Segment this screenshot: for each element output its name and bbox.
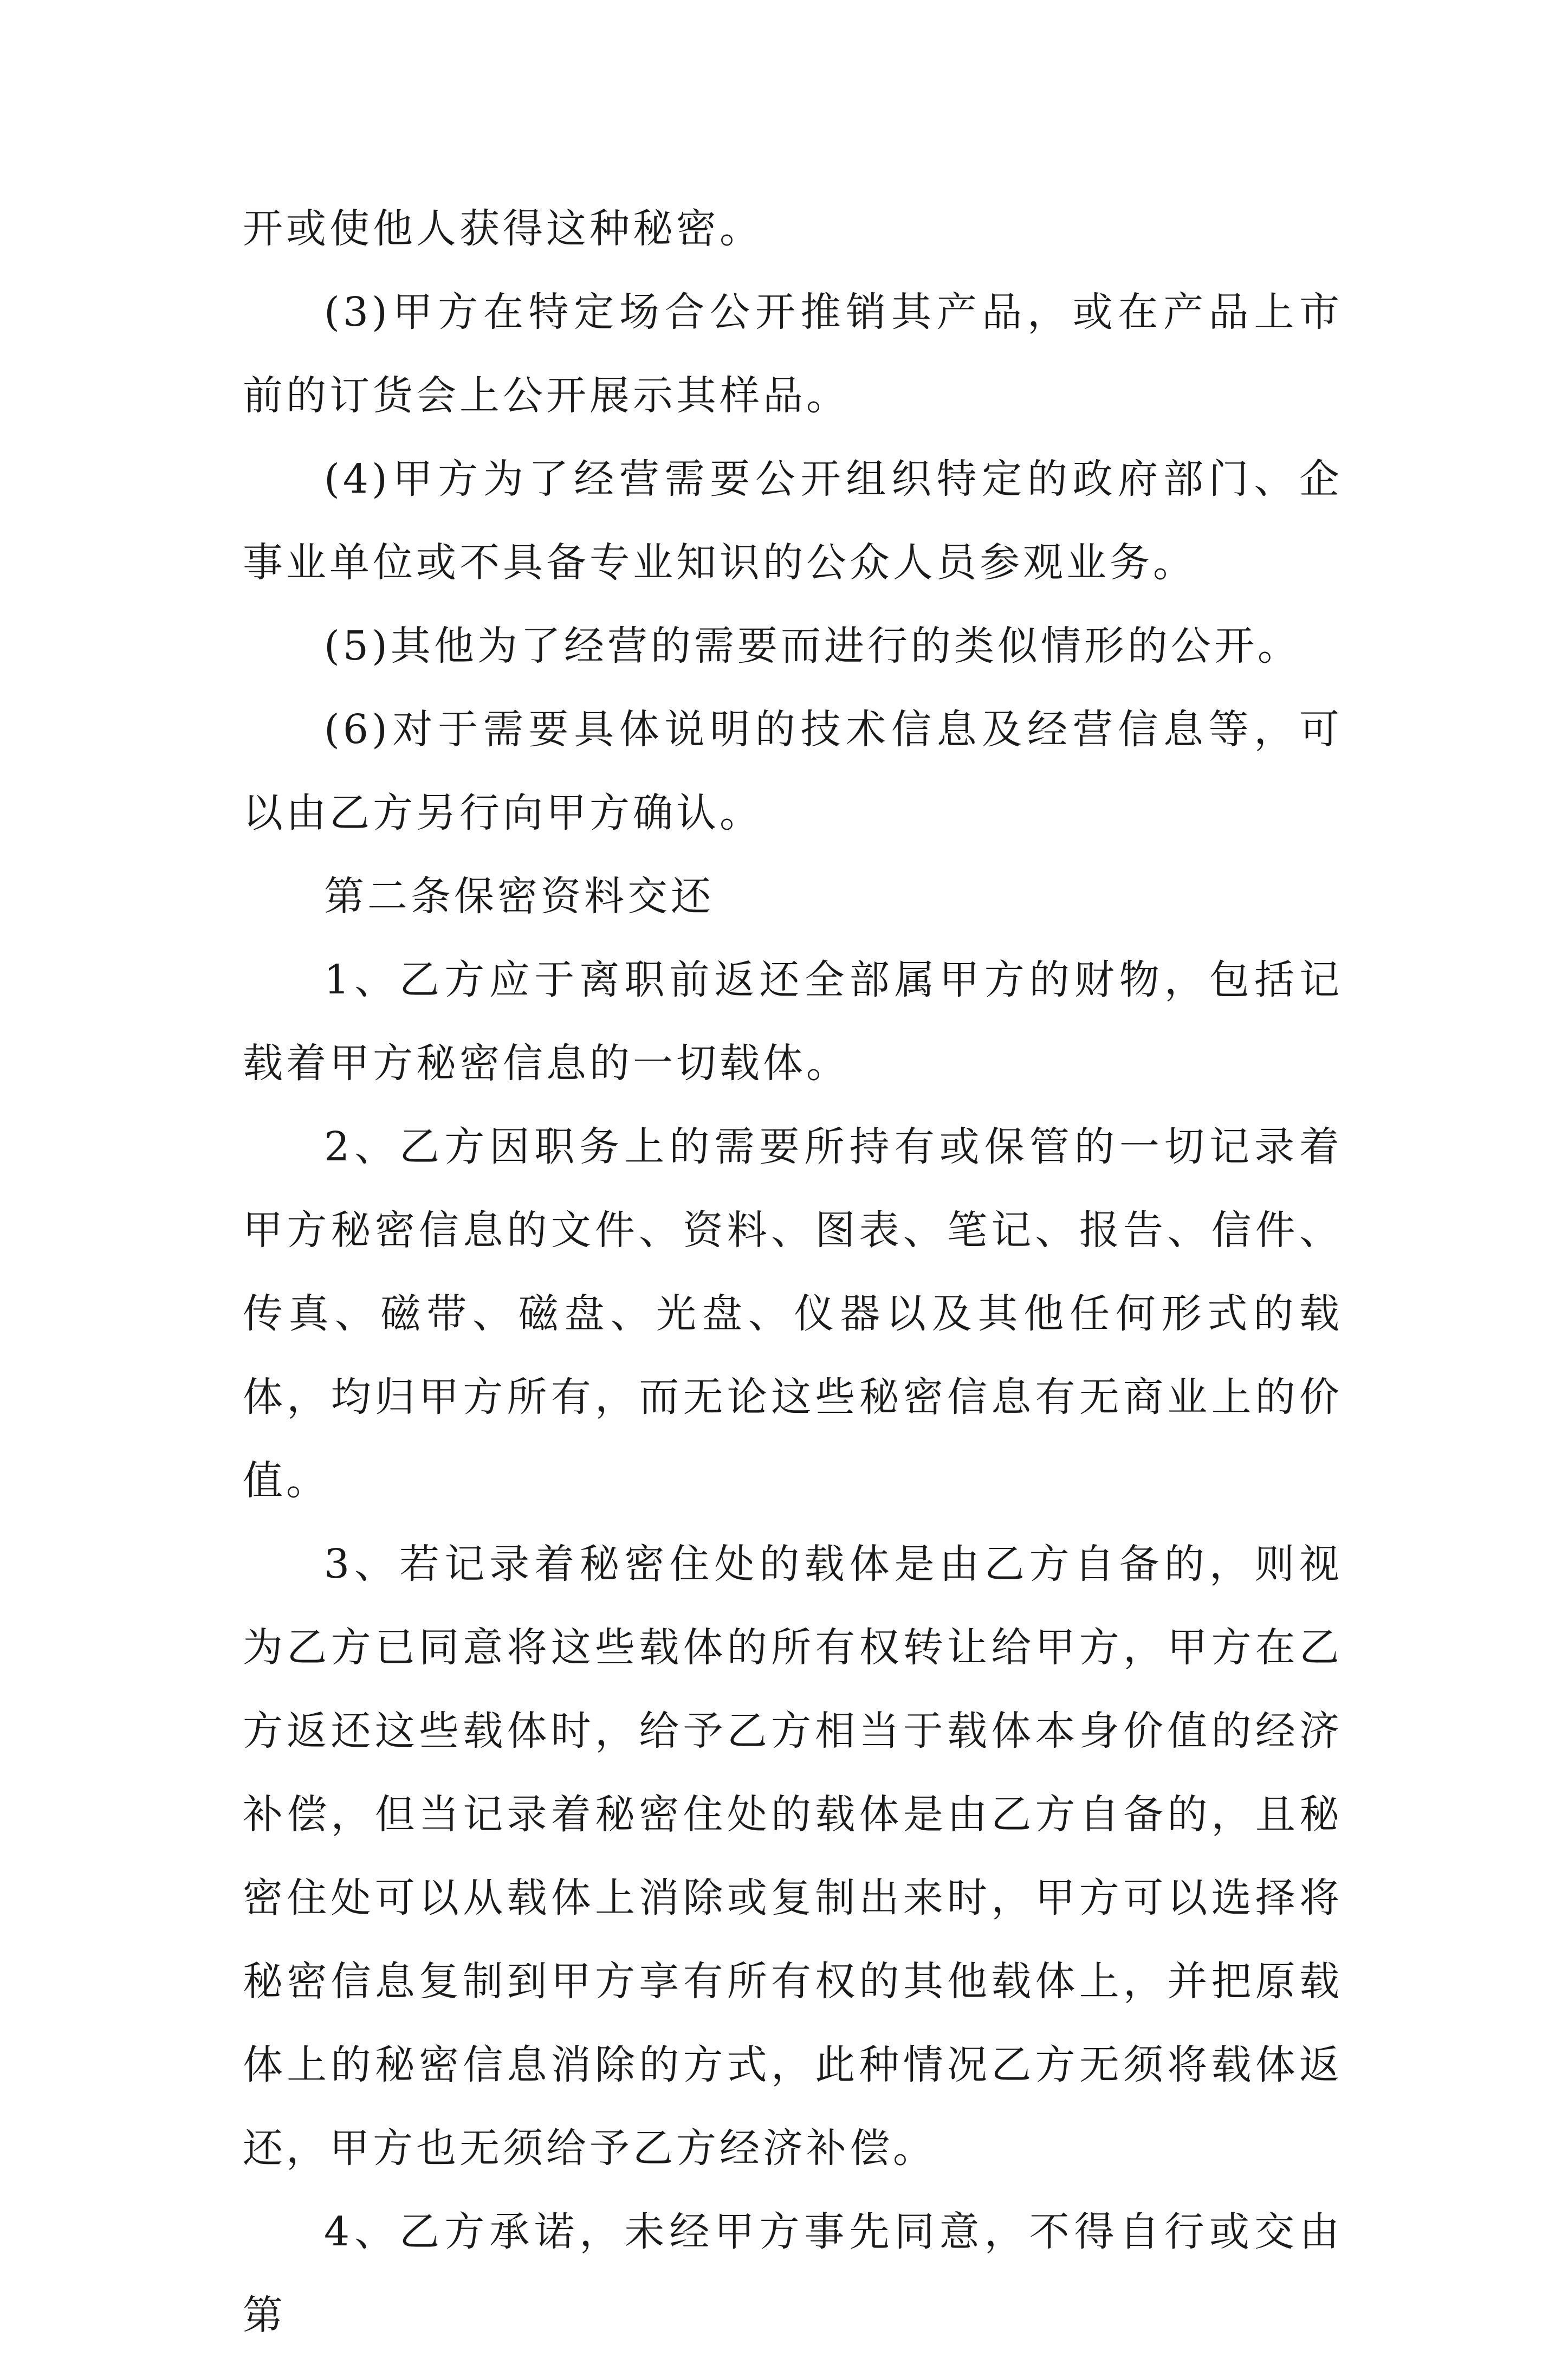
paragraph-clause-4: 4、乙方承诺，未经甲方事先同意，不得自行或交由第 xyxy=(243,2209,1343,2339)
paragraph-item-5: (5)其他为了经营的需要而进行的类似情形的公开。 xyxy=(324,623,1301,669)
paragraph-continuation: 开或使他人获得这种秘密。 xyxy=(243,205,763,252)
paragraph-clause-2: 2、乙方因职务上的需要所持有或保管的一切记录着甲方秘密信息的文件、资料、图表、笔记、报告、信件、传真、磁带、磁盘、光盘、仪器以及其他任何形式的载体，均归甲方所有，而无论这些秘密信息有无商业上的价值。 xyxy=(243,1123,1343,1504)
paragraph-clause-3: 3、若记录着秘密住处的载体是由乙方自备的，则视为乙方已同意将这些载体的所有权转让给甲方，甲方在乙方返还这些载体时，给予乙方相当于载体本身价值的经济补偿，但当记录着秘密住处的载体是由乙方自备的，且秘密住处可以从载体上消除或复制出来时，甲方可以选择将秘密信息复制到甲方享有所有权的其他载体上，并把原载体上的秘密信息消除的方式，此种情况乙方无须将载体返还，甲方也无须给予乙方经济补偿。 xyxy=(243,1541,1343,2172)
paragraph-clause-1: 1、乙方应于离职前返还全部属甲方的财物，包括记载着甲方秘密信息的一切载体。 xyxy=(243,957,1343,1087)
paragraph-item-6: (6)对于需要具体说明的技术信息及经营信息等，可以由乙方另行向甲方确认。 xyxy=(243,706,1343,836)
section-heading-article-2: 第二条保密资料交还 xyxy=(324,873,714,920)
paragraph-item-4: (4)甲方为了经营需要公开组织特定的政府部门、企事业单位或不具备专业知识的公众人员参观业务。 xyxy=(243,456,1343,586)
paragraph-item-3: (3)甲方在特定场合公开推销其产品，或在产品上市前的订货会上公开展示其样品。 xyxy=(243,289,1343,419)
document-body xyxy=(243,187,1343,2357)
